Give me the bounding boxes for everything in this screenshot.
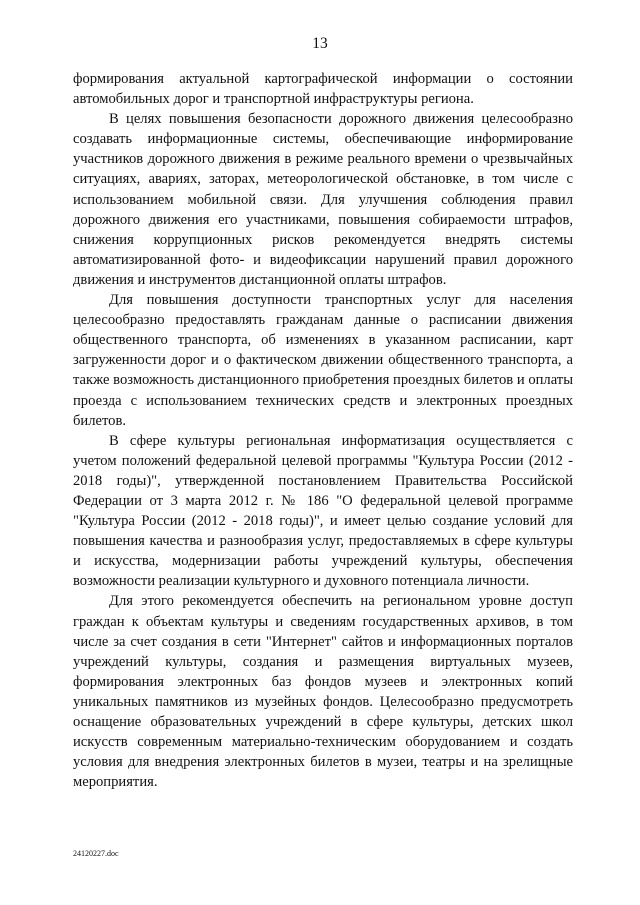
- paragraph: Для повышения доступности транспортных услуг для населения целесообразно предоставлять гражданам данные о расписании движения общественного транспорта, об изменениях в указанном расписании, карт загруженности дорог и о фактическом движении общественного транспорта, а также возможность дистанционного приобретения проездных билетов и оплаты проезда с использованием технических средств и электронных проездных билетов.: [73, 292, 573, 429]
- paragraph: В целях повышения безопасности дорожного движения целесообразно создавать информационные системы, обеспечивающие информирование участников дорожного движения в режиме реального времени о чрезвычайных ситуациях, авариях, заторах, метеорологической обстановке, в том числе с использованием мобильной связи. Для улучшения соблюдения правил дорожного движения его участниками, повышения собираемости штрафов, снижения коррупционных рисков рекомендуется внедрять системы автоматизированной фото- и видеофиксации нарушений правил дорожного движения и инструментов дистанционной оплаты штрафов.: [73, 111, 573, 288]
- paragraph: формирования актуальной картографической информации о состоянии автомобильных дорог и транспортной инфраструктуры региона.: [73, 71, 573, 108]
- footer-filename: 24120227.doc: [73, 849, 119, 858]
- paragraph: Для этого рекомендуется обеспечить на региональном уровне доступ граждан к объектам культуры и сведениям государственных архивов, в том числе за счет создания в сети "Интернет" сайтов и информационных порталов учреждений культуры, создания и размещения виртуальных музеев, формирования электронных баз фондов музеев и электронных копий уникальных памятников из музейных фондов. Целесообразно предусмотреть оснащение образовательных учреждений в сфере культуры, детских школ искусств современным материально-техническим оборудованием и создать условия для внедрения электронных билетов в музеи, театры и на зрелищные мероприятия.: [73, 593, 573, 791]
- paragraph: В сфере культуры региональная информатизация осуществляется с учетом положений федеральной целевой программы "Культура России (2012 - 2018 годы)", утвержденной постановлением Правительства Российской Федерации от 3 марта 2012 г. № 186 "О федеральной целевой программе "Культура России (2012 - 2018 годы)", и имеет целью создание условий для повышения качества и разнообразия услуг, предоставляемых в сфере культуры и искусства, модернизации работы учреждений культуры, обеспечения возможности реализации культурного и духовного потенциала личности.: [73, 432, 573, 590]
- document-body: [73, 69, 573, 792]
- page-number: 13: [312, 35, 328, 52]
